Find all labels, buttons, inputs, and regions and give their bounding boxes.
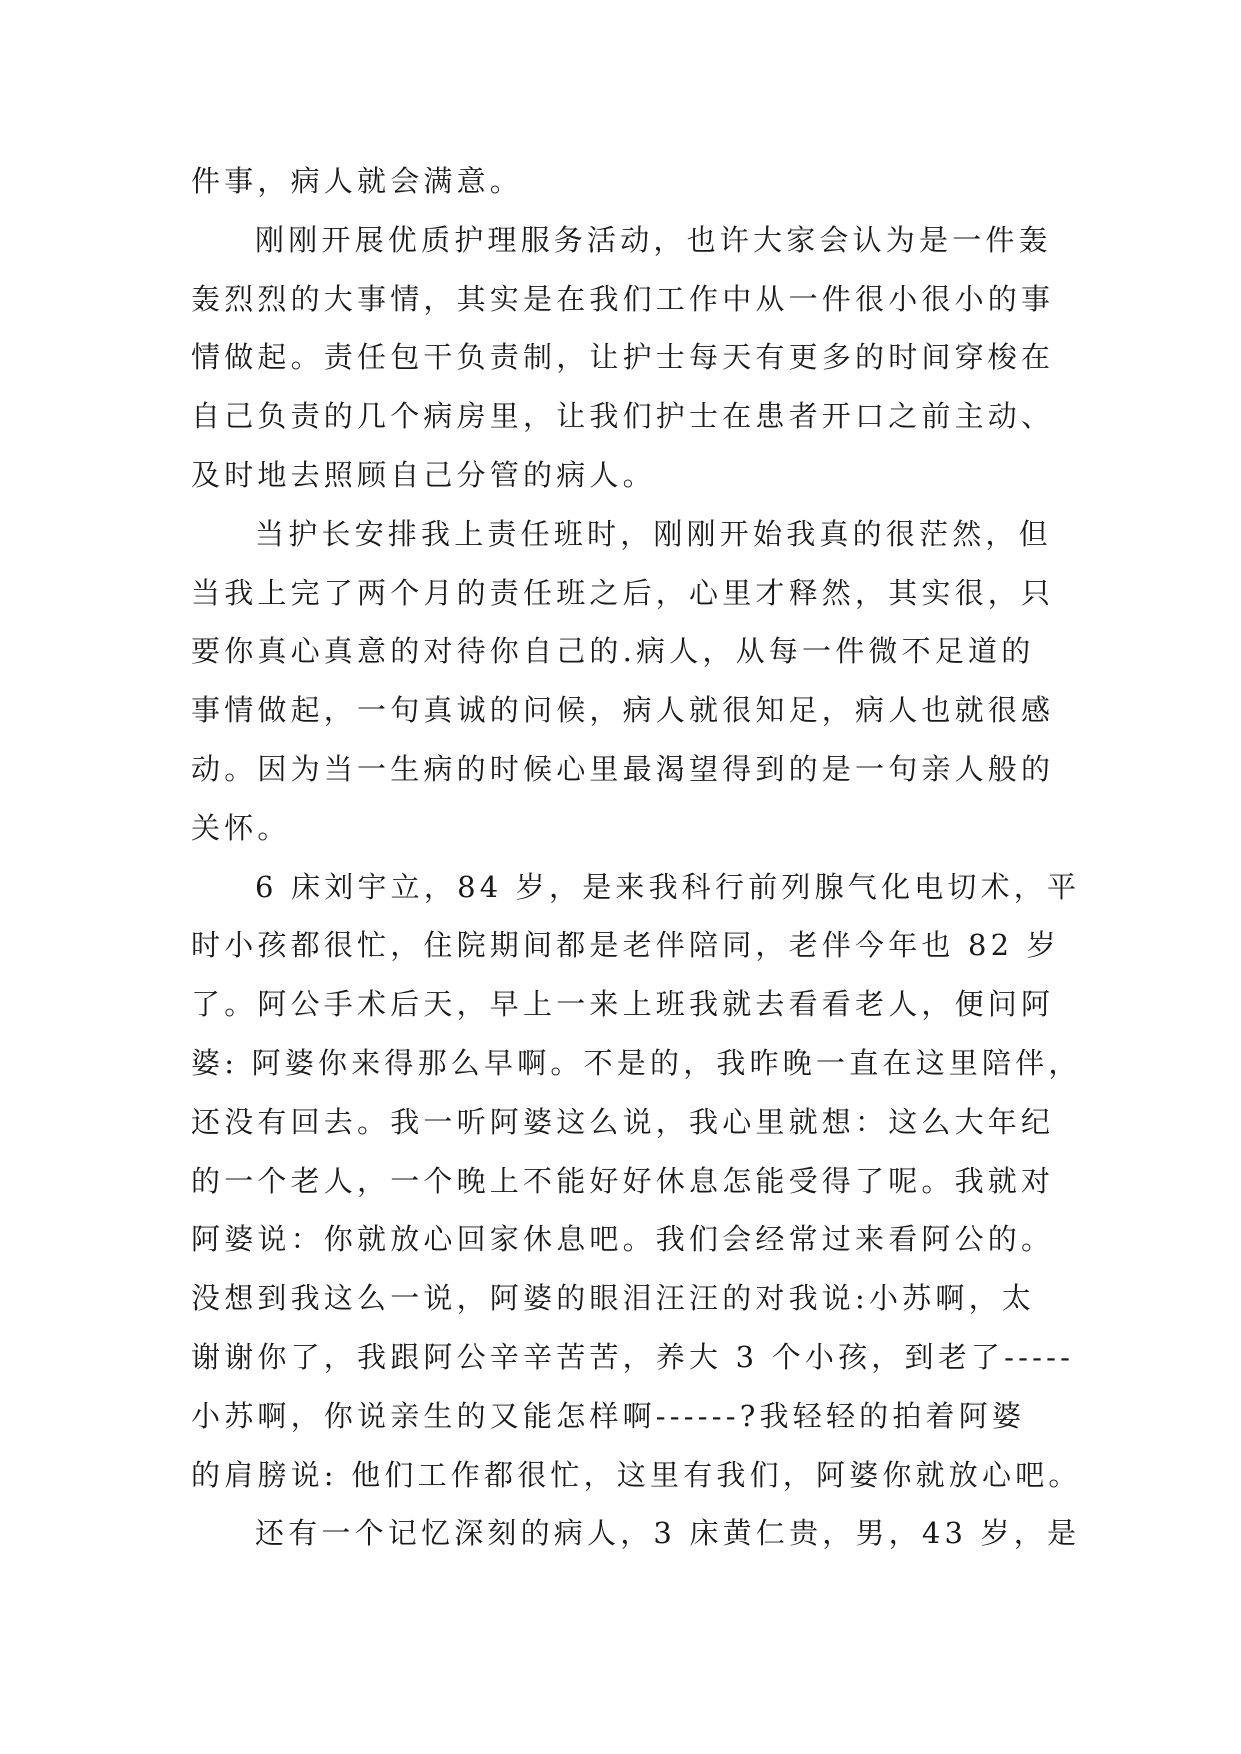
- text-line: 没想到我这么一说，阿婆的眼泪汪汪的对我说:小苏啊，太: [191, 1281, 1035, 1316]
- text-line: 6 床刘宇立，84 岁，是来我科行前列腺气化电切术，平: [255, 869, 1081, 904]
- text-line: 谢谢你了，我跟阿公辛辛苦苦，养大 3 个小孩，到老了-----: [191, 1339, 1075, 1374]
- text-line: 要你真心真意的对待你自己的.病人，从每一件微不足道的: [191, 634, 1035, 669]
- text-line: 的肩膀说: 他们工作都很忙，这里有我们，阿婆你就放心吧。: [191, 1457, 1082, 1492]
- text-line: 小苏啊，你说亲生的又能怎样啊------?我轻轻的拍着阿婆: [191, 1398, 1026, 1433]
- text-line: 自己负责的几个病房里，让我们护士在患者开口之前主动、: [191, 399, 1055, 434]
- text-line: 阿婆说：你就放心回家休息吧。我们会经常过来看阿公的。: [191, 1222, 1055, 1257]
- text-line: 了。阿公手术后天，早上一来上班我就去看看老人，便问阿: [191, 987, 1055, 1022]
- text-line: 的一个老人，一个晚上不能好好休息怎能受得了呢。我就对: [191, 1163, 1055, 1198]
- text-line: 件事，病人就会满意。: [191, 164, 524, 198]
- text-line: 轰烈烈的大事情，其实是在我们工作中从一件很小很小的事: [191, 281, 1055, 316]
- text-line: 动。因为当一生病的时候心里最渴望得到的是一句亲人般的: [191, 751, 1055, 786]
- text-line: 及时地去照顾自己分管的病人。: [191, 457, 656, 492]
- text-line: 关怀。: [191, 810, 291, 845]
- text-line: 当护长安排我上责任班时，刚刚开始我真的很茫然，但: [255, 516, 1052, 551]
- document-body: [191, 152, 1082, 1563]
- text-line: 事情做起，一句真诚的问候，病人就很知足，病人也就很感: [191, 693, 1055, 728]
- text-line: 时小孩都很忙，住院期间都是老伴陪同，老伴今年也 82 岁: [191, 928, 1060, 963]
- text-line: 还没有回去。我一听阿婆这么说，我心里就想：这么大年纪: [191, 1104, 1055, 1139]
- text-line: 情做起。责任包干负责制，让护士每天有更多的时间穿梭在: [191, 340, 1055, 375]
- text-line: 婆: 阿婆你来得那么早啊。不是的，我昨晚一直在这里陪伴，: [191, 1045, 1082, 1080]
- text-line: 刚刚开展优质护理服务活动，也许大家会认为是一件轰: [255, 222, 1052, 257]
- text-line: 还有一个记忆深刻的病人，3 床黄仁贵，男，43 岁，是: [255, 1516, 1081, 1551]
- text-line: 当我上完了两个月的责任班之后，心里才释然，其实很，只: [191, 575, 1055, 610]
